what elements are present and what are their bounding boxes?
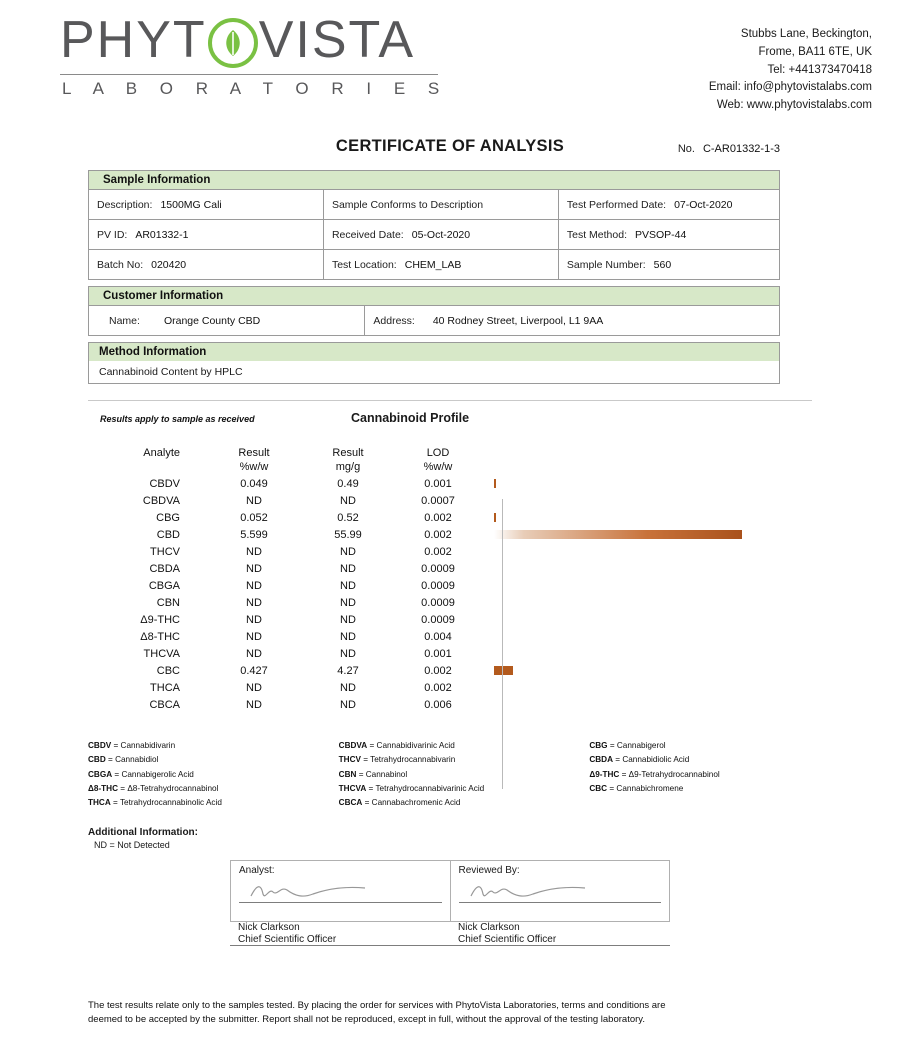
legend-def: = Cannabidiolic Acid — [615, 755, 690, 765]
cell-test-performed-date — [558, 190, 779, 220]
email-line: Email: info@phytovistalabs.com — [708, 81, 872, 94]
col-header-result-mgg: Result — [332, 447, 364, 460]
reviewer-signature-mark — [467, 880, 617, 902]
table-row — [88, 594, 770, 611]
legend-item — [88, 796, 339, 810]
legend-def: = Cannabidivarinic Acid — [369, 741, 455, 751]
table-row — [88, 492, 770, 509]
sample-number-value: 560 — [653, 258, 672, 271]
legend-item — [339, 753, 590, 767]
cannabinoid-profile-chart — [0, 447, 900, 713]
analyte-result-pct: ND — [246, 630, 262, 643]
analyte-name: THCVA — [143, 647, 180, 660]
cell-test-location — [323, 250, 558, 280]
analyte-bar-cell — [480, 543, 770, 560]
analyte-bar-cell — [480, 475, 770, 492]
legend-def: = Cannabidivarin — [113, 741, 176, 751]
phone-line: Tel: +441373470418 — [767, 63, 872, 76]
table-row — [89, 306, 780, 336]
legend-abbr: CBG — [589, 741, 608, 751]
customer-information-table — [88, 305, 780, 336]
analyte-name: CBDVA — [142, 494, 180, 507]
analyte-result-mgg: 4.27 — [337, 664, 359, 677]
analyte-lod: 0.002 — [424, 511, 452, 524]
legend-item — [589, 739, 840, 753]
analyte-result-mgg: ND — [340, 647, 356, 660]
analyte-result-mgg: ND — [340, 579, 356, 592]
logo-text-second: VISTA — [258, 11, 416, 69]
additional-information-value: ND = Not Detected — [94, 839, 170, 850]
analyte-result-pct: ND — [246, 562, 262, 575]
col-unit-result-mgg: mg/g — [335, 461, 361, 474]
certificate-number-label: No. — [677, 143, 695, 156]
legend-def: = Cannabachromenic Acid — [364, 798, 461, 808]
legend-item — [88, 768, 339, 782]
cell-sample-number — [558, 250, 779, 280]
analyte-bar-cell — [480, 577, 770, 594]
analyte-lod: 0.0009 — [421, 613, 455, 626]
table-row — [88, 628, 770, 645]
brand-logo — [60, 11, 480, 99]
analyte-name: THCV — [150, 545, 180, 558]
legend-def: = Cannabichromene — [609, 784, 684, 794]
logo-divider — [60, 74, 438, 75]
analyte-bar-cell — [480, 645, 770, 662]
analyte-result-pct: ND — [246, 681, 262, 694]
test-method-value: PVSOP-44 — [635, 228, 687, 241]
analyte-bar — [494, 479, 496, 488]
logo-subtitle: L A B O R A T O R I E S — [62, 79, 449, 98]
analyte-bar-cell — [480, 679, 770, 696]
analyte-result-pct: 0.427 — [240, 664, 268, 677]
customer-name-label: Name: — [109, 314, 140, 327]
analyte-result-mgg: ND — [340, 596, 356, 609]
analyte-lod: 0.002 — [424, 528, 452, 541]
analyte-name: CBN — [156, 596, 180, 609]
analyte-lod: 0.001 — [424, 647, 452, 660]
abbreviation-legend — [0, 739, 900, 811]
legend-def: = Δ9-Tetrahydrocannabinol — [621, 769, 720, 779]
test-method-label: Test Method: — [566, 228, 627, 241]
legend-def: = Tetrahydrocannabivarinic Acid — [368, 784, 485, 794]
legend-abbr: THCVA — [338, 784, 367, 794]
results-note: Results apply to sample as received — [100, 414, 255, 425]
legend-abbr: Δ8-THC — [88, 784, 118, 794]
certificate-number-value: C-AR01332-1-3 — [702, 143, 780, 156]
description-value: 1500MG Cali — [160, 198, 222, 211]
analyte-result-mgg: ND — [340, 562, 356, 575]
analyte-name: THCA — [150, 681, 180, 694]
analyte-name: Δ9-THC — [140, 613, 180, 626]
legend-item — [339, 796, 590, 810]
legend-column-3 — [589, 739, 840, 811]
analyte-bar — [494, 530, 742, 539]
legend-def: = Cannabinol — [358, 769, 408, 779]
table-row — [88, 662, 770, 679]
legend-abbr: THCA — [88, 798, 111, 808]
certificate-number — [678, 143, 780, 155]
analyte-result-pct: ND — [246, 494, 262, 507]
legend-def: = Cannabigerolic Acid — [114, 769, 194, 779]
reviewer-name: Nick Clarkson — [458, 921, 520, 933]
reviewer-info — [450, 922, 670, 945]
test-performed-date-value: 07-Oct-2020 — [674, 198, 733, 211]
col-header-result-pct: Result — [238, 447, 270, 460]
col-unit-analyte — [88, 461, 208, 475]
table-row — [88, 577, 770, 594]
info-sheet — [0, 170, 900, 384]
col-unit-result-pct: %w/w — [239, 461, 269, 474]
analyte-result-mgg: 0.49 — [337, 477, 359, 490]
analyst-signature-box — [231, 861, 450, 921]
legend-item — [88, 753, 339, 767]
analyte-lod: 0.004 — [424, 630, 452, 643]
table-row — [89, 250, 780, 280]
analyte-bar-cell — [480, 611, 770, 628]
logo-text-first: PHYT — [60, 11, 207, 69]
legal-footer — [88, 999, 812, 1028]
analyst-info — [230, 922, 450, 945]
additional-information-title: Additional Information: — [88, 826, 198, 838]
analyte-lod: 0.002 — [424, 545, 452, 558]
footer-line-2: deemed to be accepted by the submitter. Report shall not be reproduced, except in full, without the approval of the testing laboratory. — [88, 1014, 645, 1026]
analyte-lod: 0.0007 — [421, 494, 455, 507]
analyte-name: CBDA — [149, 562, 180, 575]
logo-wordmark — [60, 11, 480, 69]
table-row — [88, 543, 770, 560]
analyte-name: CBC — [156, 664, 180, 677]
analyte-bar-cell — [480, 509, 770, 526]
received-date-label: Received Date: — [331, 228, 404, 241]
analyte-bar-cell — [480, 662, 770, 679]
title-row — [0, 137, 900, 156]
legend-abbr: CBDVA — [338, 741, 368, 751]
analyte-lod: 0.0009 — [421, 579, 455, 592]
cell-description — [89, 190, 324, 220]
legend-def: = Cannabidiol — [108, 755, 159, 765]
col-header-lod: LOD — [426, 447, 450, 460]
cell-batch-no — [89, 250, 324, 280]
signature-names — [230, 922, 670, 945]
legend-abbr: CBDV — [88, 741, 112, 751]
method-information-value: Cannabinoid Content by HPLC — [88, 361, 780, 384]
analyst-signature-line — [239, 902, 442, 903]
col-unit-bar — [480, 461, 770, 475]
analyte-bar — [494, 666, 513, 675]
analyte-result-pct: 0.052 — [240, 511, 268, 524]
analyte-result-pct: ND — [246, 698, 262, 711]
analyte-bar — [494, 513, 496, 522]
col-header-bar — [480, 447, 770, 461]
table-row — [88, 475, 770, 492]
analyte-bar-cell — [480, 628, 770, 645]
description-label: Description: — [97, 198, 153, 211]
table-row — [88, 526, 770, 543]
table-row — [88, 560, 770, 577]
legend-item — [88, 739, 339, 753]
col-unit-lod: %w/w — [423, 461, 453, 474]
legend-item — [589, 782, 840, 796]
legend-item — [589, 768, 840, 782]
table-row — [88, 509, 770, 526]
analyte-lod: 0.001 — [424, 477, 452, 490]
analyte-result-pct: ND — [246, 647, 262, 660]
website-line: Web: www.phytovistalabs.com — [716, 99, 872, 112]
analyte-bar-cell — [480, 696, 770, 713]
signature-block — [230, 860, 670, 922]
legend-item — [339, 782, 590, 796]
analyte-lod: 0.0009 — [421, 596, 455, 609]
table-subheader-row — [88, 461, 770, 475]
test-performed-date-label: Test Performed Date: — [566, 198, 667, 211]
section-header-customer-information: Customer Information — [88, 286, 780, 305]
cell-received-date — [323, 220, 558, 250]
conforms-label: Sample Conforms to Description — [331, 198, 484, 211]
table-row — [88, 611, 770, 628]
document-header — [0, 0, 900, 115]
analyst-name: Nick Clarkson — [238, 921, 300, 933]
section-divider — [88, 400, 812, 401]
analyte-lod: 0.0009 — [421, 562, 455, 575]
address-line-2: Frome, BA11 6TE, UK — [758, 45, 872, 58]
additional-information — [0, 827, 900, 850]
analyte-result-mgg: ND — [340, 613, 356, 626]
reviewer-signature-box — [450, 861, 670, 921]
table-header-row — [88, 447, 770, 461]
pv-id-label: PV ID: — [97, 228, 128, 241]
leaf-icon — [207, 14, 259, 66]
analyte-result-pct: ND — [246, 545, 262, 558]
customer-address-label: Address: — [373, 314, 415, 327]
analyte-bar-cell — [480, 594, 770, 611]
cell-customer-address — [365, 306, 780, 336]
analyte-result-pct: ND — [246, 596, 262, 609]
analyte-result-pct: ND — [246, 613, 262, 626]
analyte-name: CBCA — [149, 698, 180, 711]
analyte-result-pct: 0.049 — [240, 477, 268, 490]
legend-abbr: Δ9-THC — [589, 769, 620, 779]
cannabinoid-profile-title: Cannabinoid Profile — [350, 411, 470, 426]
legend-abbr: CBN — [338, 769, 357, 779]
table-row — [88, 645, 770, 662]
test-location-label: Test Location: — [331, 258, 397, 271]
analyst-label: Analyst: — [239, 864, 275, 876]
legend-abbr: THCV — [338, 755, 361, 765]
legend-item — [339, 768, 590, 782]
analyte-name: CBG — [156, 511, 180, 524]
cannabinoid-table — [88, 447, 770, 713]
col-header-analyte: Analyte — [143, 447, 180, 460]
analyte-result-mgg: 0.52 — [337, 511, 359, 524]
reviewer-label: Reviewed By: — [458, 864, 520, 876]
table-row — [88, 679, 770, 696]
sample-number-label: Sample Number: — [566, 258, 646, 271]
legend-abbr: CBC — [589, 784, 608, 794]
legend-def: = Cannabigerol — [609, 741, 666, 751]
analyte-lod: 0.006 — [424, 698, 452, 711]
analyte-name: CBGA — [148, 579, 180, 592]
test-location-value: CHEM_LAB — [404, 258, 462, 271]
analyte-result-pct: 5.599 — [240, 528, 268, 541]
profile-header — [0, 411, 900, 431]
address-line-1: Stubbs Lane, Beckington, — [740, 28, 872, 40]
signature-bottom-rule — [230, 945, 670, 946]
legend-def: = Δ8-Tetrahydrocannabinol — [120, 784, 219, 794]
analyte-lod: 0.002 — [424, 664, 452, 677]
analyte-result-mgg: ND — [340, 698, 356, 711]
reviewer-role: Chief Scientific Officer — [458, 933, 557, 945]
received-date-value: 05-Oct-2020 — [411, 228, 471, 241]
analyte-bar-cell — [480, 560, 770, 577]
analyte-result-mgg: 55.99 — [334, 528, 362, 541]
customer-address-value: 40 Rodney Street, Liverpool, L1 9AA — [432, 314, 604, 327]
legend-abbr: CBD — [88, 755, 106, 765]
analyte-name: CBDV — [149, 477, 180, 490]
analyst-role: Chief Scientific Officer — [238, 933, 337, 945]
legend-def: = Tetrahydrocannabivarin — [363, 755, 456, 765]
legend-abbr: CBGA — [88, 769, 113, 779]
legend-item — [339, 739, 590, 753]
analyte-bar-cell — [480, 492, 770, 509]
analyte-bar-cell — [480, 526, 770, 543]
legend-abbr: CBCA — [338, 798, 363, 808]
analyte-result-mgg: ND — [340, 630, 356, 643]
cell-customer-name — [89, 306, 365, 336]
analyte-result-pct: ND — [246, 579, 262, 592]
chart-axis-line — [502, 499, 503, 789]
legend-column-2 — [339, 739, 590, 811]
legend-item — [589, 753, 840, 767]
sample-information-table — [88, 189, 780, 280]
table-row — [88, 696, 770, 713]
batch-no-label: Batch No: — [97, 258, 144, 271]
footer-line-1: The test results relate only to the samples tested. By placing the order for services with PhytoVista Laboratories, terms and conditions are — [88, 999, 666, 1011]
analyte-result-mgg: ND — [340, 681, 356, 694]
analyte-lod: 0.002 — [424, 681, 452, 694]
company-address — [709, 14, 872, 115]
cell-pv-id — [89, 220, 324, 250]
reviewer-signature-line — [459, 902, 662, 903]
page-title: CERTIFICATE OF ANALYSIS — [335, 137, 565, 156]
customer-name-value: Orange County CBD — [163, 314, 261, 327]
section-header-method-information: Method Information — [88, 342, 780, 361]
table-row — [89, 190, 780, 220]
cannabinoid-table-body — [88, 475, 770, 713]
table-row — [89, 220, 780, 250]
legend-def: = Tetrahydrocannabinolic Acid — [113, 798, 222, 808]
legend-item — [88, 782, 339, 796]
cell-test-method — [558, 220, 779, 250]
batch-no-value: 020420 — [151, 258, 187, 271]
legend-abbr: CBDA — [589, 755, 613, 765]
analyte-name: Δ8-THC — [140, 630, 180, 643]
analyte-result-mgg: ND — [340, 545, 356, 558]
pv-id-value: AR01332-1 — [135, 228, 189, 241]
analyst-signature-mark — [247, 880, 397, 902]
analyte-result-mgg: ND — [340, 494, 356, 507]
cell-conforms — [323, 190, 558, 220]
section-header-sample-information: Sample Information — [88, 170, 780, 189]
analyte-name: CBD — [156, 528, 180, 541]
legend-column-1 — [88, 739, 339, 811]
